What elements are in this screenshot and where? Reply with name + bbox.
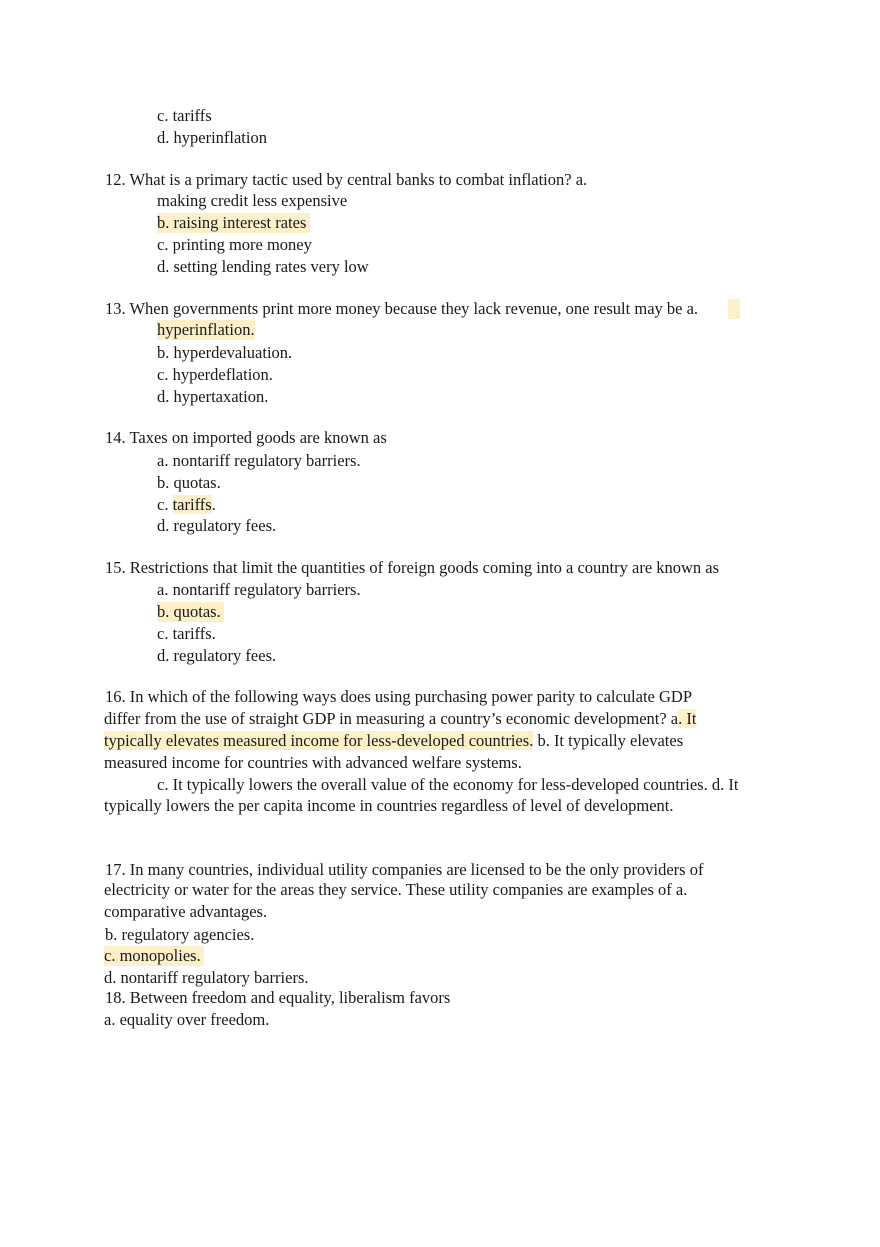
- q14-stem: 14. Taxes on imported goods are known as: [105, 428, 387, 447]
- q13-option-c: c. hyperdeflation.: [157, 365, 273, 384]
- q14-option-c-prefix: c.: [157, 495, 173, 514]
- q16-line-5: c. It typically lowers the overall value of the economy for less-developed countries. d. It: [157, 775, 739, 794]
- q13-highlight-mark: [728, 299, 740, 319]
- q14-option-b: b. quotas.: [157, 473, 221, 492]
- q15-option-d: d. regulatory fees.: [157, 646, 277, 665]
- q18-stem: 18. Between freedom and equality, liberalism favors: [105, 988, 451, 1007]
- q12-option-d: d. setting lending rates very low: [157, 257, 369, 276]
- q14-option-c-suffix: .: [211, 495, 216, 514]
- q13-option-a-answer: hyperinflation.: [157, 320, 255, 339]
- q17-option-b: b. regulatory agencies.: [105, 925, 255, 944]
- q14-option-c: [157, 495, 216, 515]
- q14-option-d: d. regulatory fees.: [157, 516, 277, 535]
- q15-stem: 15. Restrictions that limit the quantities of foreign goods coming into a country are known as: [105, 558, 720, 577]
- q16-line-3-text: b. It typically elevates: [533, 731, 684, 750]
- q15-option-a: a. nontariff regulatory barriers.: [157, 580, 361, 599]
- q14-option-c-answer: tariffs: [172, 495, 212, 514]
- q16-line-6: typically lowers the per capita income in countries regardless of level of development.: [104, 796, 674, 815]
- q16-line-3: [104, 731, 683, 751]
- q17-line-3: comparative advantages.: [104, 902, 268, 921]
- q12-option-a: making credit less expensive: [157, 191, 348, 210]
- q17-line-2: electricity or water for the areas they service. These utility companies are examples of a.: [104, 880, 688, 899]
- q18-option-a: a. equality over freedom.: [104, 1010, 270, 1029]
- q12-option-c: c. printing more money: [157, 235, 312, 254]
- q17-line-1: 17. In many countries, individual utility companies are licensed to be the only providers of: [105, 860, 704, 879]
- q16-line-1: 16. In which of the following ways does using purchasing power parity to calculate GDP: [105, 687, 692, 706]
- q12-stem: 12. What is a primary tactic used by central banks to combat inflation? a.: [105, 170, 588, 189]
- q16-line-2-text: differ from the use of straight GDP in measuring a country’s economic development? a: [104, 709, 679, 728]
- q11-option-c: c. tariffs: [157, 106, 212, 125]
- q17-option-d: d. nontariff regulatory barriers.: [104, 968, 309, 987]
- q13-option-d: d. hypertaxation.: [157, 387, 269, 406]
- q16-option-a-answer-start: . It: [678, 709, 697, 728]
- q15-option-c: c. tariffs.: [157, 624, 216, 643]
- q13-stem: 13. When governments print more money because they lack revenue, one result may be a.: [105, 299, 699, 318]
- q15-option-b-answer: b. quotas.: [157, 602, 224, 622]
- q11-option-d: d. hyperinflation: [157, 128, 267, 147]
- q16-option-a-answer: typically elevates measured income for less-developed countries.: [104, 731, 534, 750]
- q16-line-4: measured income for countries with advanced welfare systems.: [104, 753, 522, 772]
- q13-option-b: b. hyperdevaluation.: [157, 343, 293, 362]
- q17-option-c-answer: c. monopolies.: [104, 946, 204, 966]
- q12-option-b-answer: b. raising interest rates: [157, 213, 310, 233]
- q14-option-a: a. nontariff regulatory barriers.: [157, 451, 361, 470]
- q16-line-2: [104, 709, 696, 729]
